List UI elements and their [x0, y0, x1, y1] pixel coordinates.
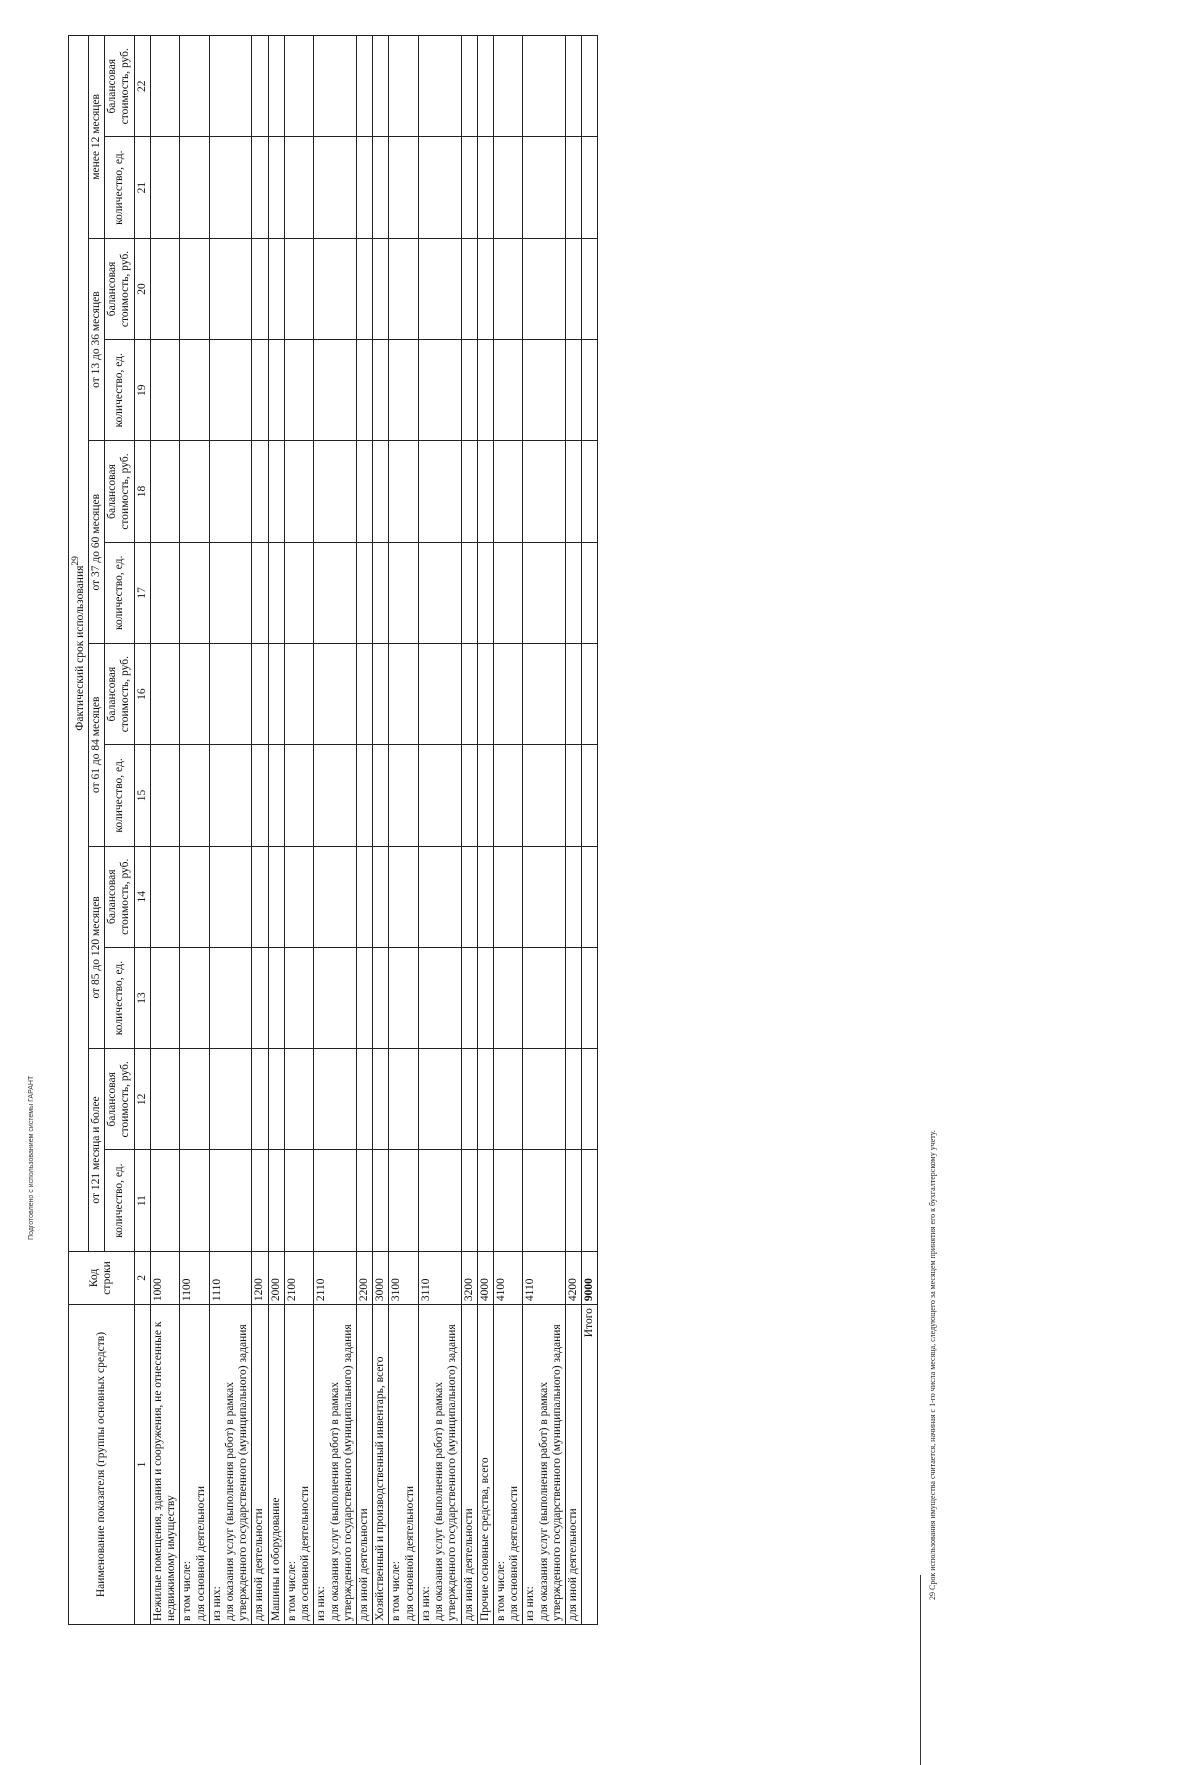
table-row — [493, 36, 522, 1625]
value-cell[interactable] — [268, 238, 284, 339]
value-cell[interactable] — [180, 340, 209, 441]
row-code: 1200 — [252, 1251, 268, 1304]
value-cell[interactable] — [180, 846, 209, 947]
value-cell[interactable] — [209, 238, 252, 339]
value-cell[interactable] — [582, 542, 598, 643]
column-number: 12 — [134, 1049, 150, 1150]
header-book-value: балансовая стоимость, руб. — [105, 846, 134, 947]
value-cell[interactable] — [477, 441, 493, 542]
value-cell[interactable] — [252, 137, 268, 238]
column-number: 2 — [134, 1251, 150, 1304]
value-cell[interactable] — [252, 441, 268, 542]
table-row — [373, 36, 389, 1625]
value-cell[interactable] — [180, 542, 209, 643]
table-row — [477, 36, 493, 1625]
column-number: 19 — [134, 340, 150, 441]
column-number: 21 — [134, 137, 150, 238]
value-cell[interactable] — [493, 643, 522, 744]
value-cell[interactable] — [418, 542, 461, 643]
row-code: 1100 — [180, 1251, 209, 1304]
value-cell[interactable] — [418, 745, 461, 846]
value-cell[interactable] — [209, 542, 252, 643]
value-cell[interactable] — [356, 340, 372, 441]
value-cell[interactable] — [582, 1150, 598, 1251]
value-cell[interactable] — [284, 238, 313, 339]
value-cell[interactable] — [477, 542, 493, 643]
value-cell[interactable] — [582, 36, 598, 138]
value-cell[interactable] — [418, 441, 461, 542]
value-cell[interactable] — [493, 1049, 522, 1150]
value-cell[interactable] — [389, 441, 418, 542]
value-cell[interactable] — [314, 947, 357, 1048]
value-cell[interactable] — [356, 1150, 372, 1251]
row-name: из них: для оказания услуг (выполнения работ) в рамках утвержденного государственного (муниципального) задания — [418, 1305, 461, 1625]
value-cell[interactable] — [180, 1150, 209, 1251]
header-code: Код строки — [69, 1251, 135, 1304]
value-cell[interactable] — [461, 1049, 477, 1150]
value-cell[interactable] — [493, 238, 522, 339]
row-code: 2100 — [284, 1251, 313, 1304]
column-number: 18 — [134, 441, 150, 542]
row-name: из них: для оказания услуг (выполнения работ) в рамках утвержденного государственного (муниципального) задания — [523, 1305, 566, 1625]
value-cell[interactable] — [356, 745, 372, 846]
header-period: от 61 до 84 месяцев — [89, 643, 105, 846]
value-cell[interactable] — [566, 846, 582, 947]
table-row — [252, 36, 268, 1625]
value-cell[interactable] — [150, 846, 179, 947]
value-cell[interactable] — [389, 745, 418, 846]
value-cell[interactable] — [373, 542, 389, 643]
value-cell[interactable] — [284, 846, 313, 947]
value-cell[interactable] — [582, 137, 598, 238]
value-cell[interactable] — [252, 1150, 268, 1251]
value-cell[interactable] — [284, 1049, 313, 1150]
value-cell[interactable] — [566, 542, 582, 643]
value-cell[interactable] — [252, 643, 268, 744]
header-period: от 37 до 60 месяцев — [89, 441, 105, 644]
value-cell[interactable] — [209, 1049, 252, 1150]
value-cell[interactable] — [389, 846, 418, 947]
header-period: от 13 до 36 месяцев — [89, 238, 105, 441]
value-cell[interactable] — [209, 441, 252, 542]
value-cell[interactable] — [209, 137, 252, 238]
value-cell[interactable] — [373, 36, 389, 138]
value-cell[interactable] — [356, 846, 372, 947]
value-cell[interactable] — [209, 947, 252, 1048]
value-cell[interactable] — [209, 1150, 252, 1251]
total-row — [582, 36, 598, 1625]
value-cell[interactable] — [477, 340, 493, 441]
header-quantity: количество, ед. — [105, 542, 134, 643]
column-number: 20 — [134, 238, 150, 339]
value-cell[interactable] — [389, 947, 418, 1048]
value-cell[interactable] — [314, 441, 357, 542]
row-code: 4100 — [493, 1251, 522, 1304]
value-cell[interactable] — [373, 947, 389, 1048]
header-period: от 121 месяца и более — [89, 1049, 105, 1252]
value-cell[interactable] — [493, 542, 522, 643]
value-cell[interactable] — [284, 340, 313, 441]
value-cell[interactable] — [493, 745, 522, 846]
value-cell[interactable] — [314, 238, 357, 339]
row-code: 4200 — [566, 1251, 582, 1304]
value-cell[interactable] — [461, 542, 477, 643]
value-cell[interactable] — [493, 441, 522, 542]
value-cell[interactable] — [493, 1150, 522, 1251]
column-number: 13 — [134, 947, 150, 1048]
header-period: от 85 до 120 месяцев — [89, 846, 105, 1049]
value-cell[interactable] — [356, 36, 372, 138]
header-quantity: количество, ед. — [105, 340, 134, 441]
row-name: Итого — [582, 1305, 598, 1625]
column-number: 17 — [134, 542, 150, 643]
value-cell[interactable] — [209, 340, 252, 441]
row-name: для иной деятельности — [566, 1305, 582, 1625]
value-cell[interactable] — [477, 36, 493, 138]
value-cell[interactable] — [461, 1150, 477, 1251]
value-cell[interactable] — [523, 238, 566, 339]
value-cell[interactable] — [314, 1150, 357, 1251]
value-cell[interactable] — [582, 340, 598, 441]
value-cell[interactable] — [477, 643, 493, 744]
value-cell[interactable] — [180, 36, 209, 138]
row-name: Хозяйственный и производственный инвентарь, всего — [373, 1305, 389, 1625]
value-cell[interactable] — [150, 340, 179, 441]
value-cell[interactable] — [418, 137, 461, 238]
row-name: в том числе: для основной деятельности — [284, 1305, 313, 1625]
value-cell[interactable] — [150, 1150, 179, 1251]
value-cell[interactable] — [461, 238, 477, 339]
value-cell[interactable] — [150, 947, 179, 1048]
value-cell[interactable] — [461, 846, 477, 947]
row-code: 3200 — [461, 1251, 477, 1304]
rotated-page — [68, 35, 948, 1625]
value-cell[interactable] — [268, 1150, 284, 1251]
column-number: 11 — [134, 1150, 150, 1251]
value-cell[interactable] — [268, 441, 284, 542]
value-cell[interactable] — [314, 137, 357, 238]
value-cell[interactable] — [150, 137, 179, 238]
value-cell[interactable] — [252, 542, 268, 643]
value-cell[interactable] — [373, 1049, 389, 1150]
column-number: 22 — [134, 36, 150, 138]
value-cell[interactable] — [566, 1049, 582, 1150]
value-cell[interactable] — [566, 1150, 582, 1251]
table-row — [523, 36, 566, 1625]
value-cell[interactable] — [268, 542, 284, 643]
value-cell[interactable] — [180, 745, 209, 846]
value-cell[interactable] — [493, 137, 522, 238]
row-code: 2000 — [268, 1251, 284, 1304]
value-cell[interactable] — [373, 238, 389, 339]
value-cell[interactable] — [477, 1049, 493, 1150]
value-cell[interactable] — [523, 137, 566, 238]
value-cell[interactable] — [150, 643, 179, 744]
value-cell[interactable] — [493, 340, 522, 441]
value-cell[interactable] — [373, 643, 389, 744]
value-cell[interactable] — [209, 36, 252, 138]
value-cell[interactable] — [582, 947, 598, 1048]
footnote: 29 Срок использования имущества считается, начиная с 1-го числа месяца, следующего за месяцем принятия его к бухгалтерскому учету. — [928, 1130, 937, 1600]
value-cell[interactable] — [582, 846, 598, 947]
column-number: 15 — [134, 745, 150, 846]
value-cell[interactable] — [418, 947, 461, 1048]
value-cell[interactable] — [268, 36, 284, 138]
table-row — [356, 36, 372, 1625]
value-cell[interactable] — [566, 643, 582, 744]
header-period: менее 12 месяцев — [89, 36, 105, 239]
table-row — [209, 36, 252, 1625]
value-cell[interactable] — [477, 846, 493, 947]
value-cell[interactable] — [418, 36, 461, 138]
header-quantity: количество, ед. — [105, 1150, 134, 1251]
value-cell[interactable] — [389, 137, 418, 238]
value-cell[interactable] — [373, 1150, 389, 1251]
value-cell[interactable] — [356, 1049, 372, 1150]
value-cell[interactable] — [180, 238, 209, 339]
value-cell[interactable] — [477, 745, 493, 846]
value-cell[interactable] — [284, 643, 313, 744]
header-book-value: балансовая стоимость, руб. — [105, 36, 134, 138]
value-cell[interactable] — [389, 1049, 418, 1150]
value-cell[interactable] — [389, 542, 418, 643]
value-cell[interactable] — [523, 542, 566, 643]
value-cell[interactable] — [356, 238, 372, 339]
value-cell[interactable] — [582, 1049, 598, 1150]
value-cell[interactable] — [523, 745, 566, 846]
value-cell[interactable] — [356, 441, 372, 542]
value-cell[interactable] — [180, 441, 209, 542]
row-code: 1110 — [209, 1251, 252, 1304]
value-cell[interactable] — [356, 137, 372, 238]
value-cell[interactable] — [373, 846, 389, 947]
value-cell[interactable] — [314, 542, 357, 643]
value-cell[interactable] — [523, 340, 566, 441]
header-book-value: балансовая стоимость, руб. — [105, 441, 134, 542]
row-name: Прочие основные средства, всего — [477, 1305, 493, 1625]
value-cell[interactable] — [252, 745, 268, 846]
value-cell[interactable] — [314, 36, 357, 138]
row-code: 2200 — [356, 1251, 372, 1304]
value-cell[interactable] — [373, 441, 389, 542]
header-quantity: количество, ед. — [105, 947, 134, 1048]
value-cell[interactable] — [493, 947, 522, 1048]
table-row — [566, 36, 582, 1625]
header-quantity: количество, ед. — [105, 137, 134, 238]
value-cell[interactable] — [314, 643, 357, 744]
value-cell[interactable] — [252, 238, 268, 339]
value-cell[interactable] — [461, 947, 477, 1048]
header-actual-term: Фактический срок использования$^{29}$ — [69, 36, 89, 1252]
value-cell[interactable] — [566, 947, 582, 1048]
table-row — [389, 36, 418, 1625]
value-cell[interactable] — [461, 643, 477, 744]
value-cell[interactable] — [418, 846, 461, 947]
row-code: 4110 — [523, 1251, 566, 1304]
value-cell[interactable] — [150, 441, 179, 542]
header-book-value: балансовая стоимость, руб. — [105, 238, 134, 339]
row-name: в том числе: для основной деятельности — [389, 1305, 418, 1625]
value-cell[interactable] — [493, 846, 522, 947]
value-cell[interactable] — [284, 745, 313, 846]
value-cell[interactable] — [252, 1049, 268, 1150]
value-cell[interactable] — [314, 1049, 357, 1150]
row-name: из них: для оказания услуг (выполнения работ) в рамках утвержденного государственного (муниципального) задания — [209, 1305, 252, 1625]
value-cell[interactable] — [389, 238, 418, 339]
value-cell[interactable] — [582, 643, 598, 744]
row-code: 1000 — [150, 1251, 179, 1304]
value-cell[interactable] — [209, 846, 252, 947]
value-cell[interactable] — [150, 36, 179, 138]
value-cell[interactable] — [389, 36, 418, 138]
header-book-value: балансовая стоимость, руб. — [105, 643, 134, 744]
value-cell[interactable] — [268, 137, 284, 238]
value-cell[interactable] — [150, 238, 179, 339]
value-cell[interactable] — [150, 745, 179, 846]
value-cell[interactable] — [566, 137, 582, 238]
value-cell[interactable] — [389, 1150, 418, 1251]
footnote-divider — [920, 1575, 921, 1765]
source-note: Подготовлено с использованием системы ГАРАНТ — [28, 1075, 35, 1240]
value-cell[interactable] — [268, 846, 284, 947]
row-name: для иной деятельности — [252, 1305, 268, 1625]
value-cell[interactable] — [523, 36, 566, 138]
value-cell[interactable] — [418, 1150, 461, 1251]
value-cell[interactable] — [150, 542, 179, 643]
value-cell[interactable] — [566, 745, 582, 846]
value-cell[interactable] — [461, 36, 477, 138]
value-cell[interactable] — [252, 340, 268, 441]
value-cell[interactable] — [389, 643, 418, 744]
value-cell[interactable] — [461, 441, 477, 542]
row-code: 3100 — [389, 1251, 418, 1304]
value-cell[interactable] — [582, 441, 598, 542]
value-cell[interactable] — [268, 643, 284, 744]
value-cell[interactable] — [418, 643, 461, 744]
row-name: в том числе: для основной деятельности — [493, 1305, 522, 1625]
row-name: для иной деятельности — [461, 1305, 477, 1625]
value-cell[interactable] — [180, 1049, 209, 1150]
value-cell[interactable] — [284, 441, 313, 542]
column-number: 16 — [134, 643, 150, 744]
header-quantity: количество, ед. — [105, 745, 134, 846]
value-cell[interactable] — [477, 238, 493, 339]
value-cell[interactable] — [418, 340, 461, 441]
value-cell[interactable] — [180, 643, 209, 744]
row-name: Машины и оборудование — [268, 1305, 284, 1625]
value-cell[interactable] — [418, 1049, 461, 1150]
value-cell[interactable] — [356, 643, 372, 744]
value-cell[interactable] — [523, 947, 566, 1048]
row-code: 2110 — [314, 1251, 357, 1304]
value-cell[interactable] — [523, 1150, 566, 1251]
value-cell[interactable] — [389, 340, 418, 441]
table-row — [268, 36, 284, 1625]
value-cell[interactable] — [373, 137, 389, 238]
value-cell[interactable] — [268, 1049, 284, 1150]
fixed-assets-table — [68, 35, 598, 1625]
value-cell[interactable] — [373, 745, 389, 846]
value-cell[interactable] — [523, 1049, 566, 1150]
table-row — [461, 36, 477, 1625]
column-number: 1 — [134, 1305, 150, 1625]
value-cell[interactable] — [180, 947, 209, 1048]
row-code: 3110 — [418, 1251, 461, 1304]
value-cell[interactable] — [209, 643, 252, 744]
value-cell[interactable] — [252, 947, 268, 1048]
header-book-value: балансовая стоимость, руб. — [105, 1049, 134, 1150]
value-cell[interactable] — [150, 1049, 179, 1150]
value-cell[interactable] — [477, 1150, 493, 1251]
row-name: Нежилые помещения, здания и сооружения, не отнесенные к недвижимому имуществу — [150, 1305, 179, 1625]
value-cell[interactable] — [461, 340, 477, 441]
value-cell[interactable] — [356, 542, 372, 643]
value-cell[interactable] — [314, 340, 357, 441]
value-cell[interactable] — [523, 643, 566, 744]
row-code: 4000 — [477, 1251, 493, 1304]
value-cell[interactable] — [314, 745, 357, 846]
value-cell[interactable] — [566, 238, 582, 339]
row-name: в том числе: для основной деятельности — [180, 1305, 209, 1625]
header-name: Наименование показателя (группы основных средств) — [69, 1305, 135, 1625]
value-cell[interactable] — [477, 947, 493, 1048]
value-cell[interactable] — [356, 947, 372, 1048]
row-code: 9000 — [582, 1251, 598, 1304]
value-cell[interactable] — [566, 36, 582, 138]
value-cell[interactable] — [284, 36, 313, 138]
row-name: из них: для оказания услуг (выполнения работ) в рамках утвержденного государственного (муниципального) задания — [314, 1305, 357, 1625]
value-cell[interactable] — [209, 745, 252, 846]
value-cell[interactable] — [461, 137, 477, 238]
row-name: для иной деятельности — [356, 1305, 372, 1625]
value-cell[interactable] — [582, 238, 598, 339]
value-cell[interactable] — [582, 745, 598, 846]
table-row — [284, 36, 313, 1625]
value-cell[interactable] — [284, 137, 313, 238]
table-row — [150, 36, 179, 1625]
value-cell[interactable] — [566, 340, 582, 441]
value-cell[interactable] — [284, 1150, 313, 1251]
value-cell[interactable] — [268, 947, 284, 1048]
value-cell[interactable] — [268, 340, 284, 441]
value-cell[interactable] — [314, 846, 357, 947]
value-cell[interactable] — [493, 36, 522, 138]
value-cell[interactable] — [373, 340, 389, 441]
table-row — [180, 36, 209, 1625]
value-cell[interactable] — [180, 137, 209, 238]
value-cell[interactable] — [284, 542, 313, 643]
value-cell[interactable] — [566, 441, 582, 542]
table-row — [418, 36, 461, 1625]
value-cell[interactable] — [284, 947, 313, 1048]
value-cell[interactable] — [252, 846, 268, 947]
table-row — [314, 36, 357, 1625]
row-code: 3000 — [373, 1251, 389, 1304]
value-cell[interactable] — [418, 238, 461, 339]
value-cell[interactable] — [461, 745, 477, 846]
value-cell[interactable] — [523, 846, 566, 947]
column-number: 14 — [134, 846, 150, 947]
value-cell[interactable] — [477, 137, 493, 238]
value-cell[interactable] — [523, 441, 566, 542]
value-cell[interactable] — [252, 36, 268, 138]
value-cell[interactable] — [268, 745, 284, 846]
